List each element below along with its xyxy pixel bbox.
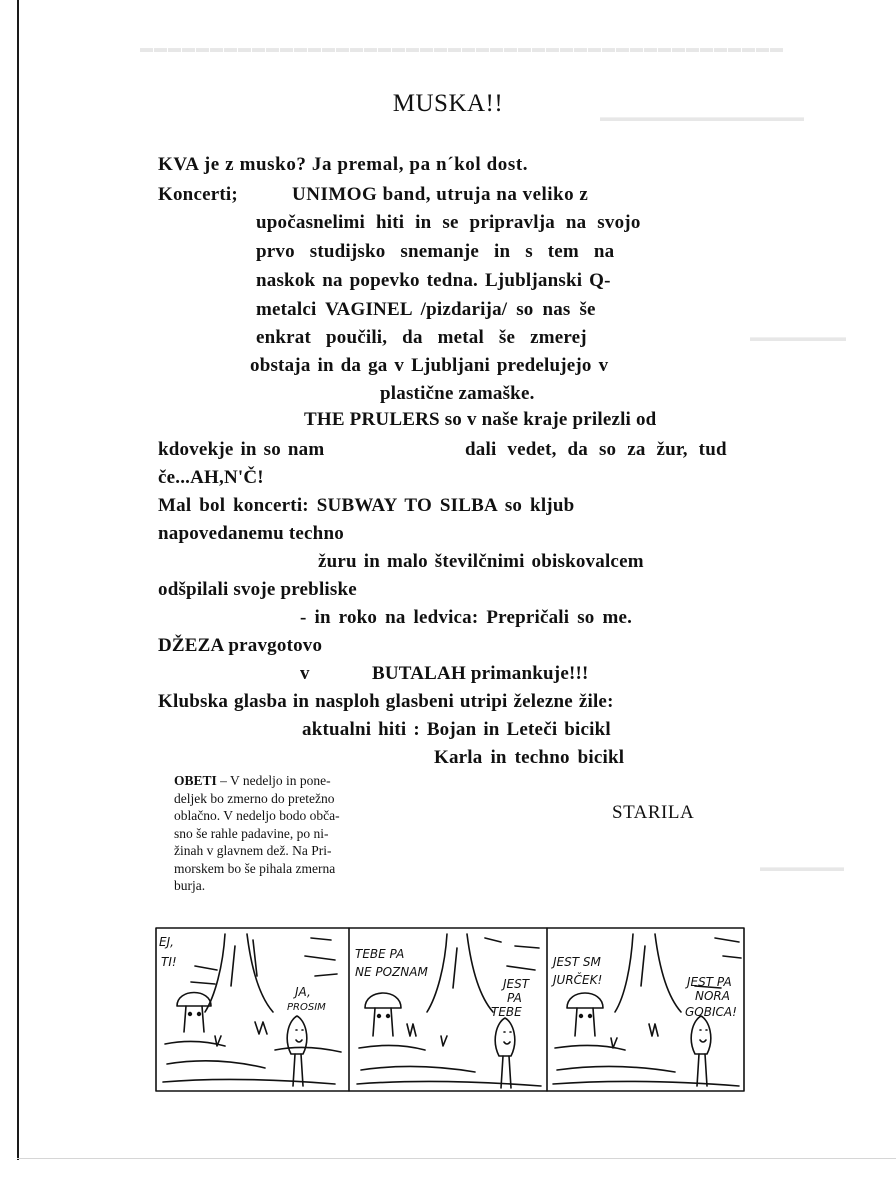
- article-line: napovedanemu techno: [158, 523, 344, 544]
- mushroom-cap: [177, 993, 211, 1007]
- article-line: KVA je z musko? Ja premal, pa n´kol dost.: [158, 154, 529, 175]
- show-through-text: ▬▬▬▬▬▬▬▬: [750, 330, 846, 344]
- article-line: odšpilali svoje prebliske: [158, 579, 357, 600]
- article-line: prvo studijsko snemanje in s tem na: [256, 241, 615, 262]
- article-line: Karla in techno bicikl: [434, 747, 625, 768]
- article-line: THE PRULERS so v naše kraje prilezli od: [304, 409, 657, 430]
- gobica-mushroom: [691, 1016, 711, 1054]
- article-line: Mal bol koncerti: SUBWAY TO SILBA so kljub: [158, 495, 575, 516]
- speech-text: JEST: [503, 977, 530, 991]
- speech-text: NE POZNAM: [355, 965, 428, 979]
- weather-line: – V nedeljo in pone-: [220, 773, 331, 788]
- article-line: BUTALAH primankuje!!!: [372, 663, 589, 684]
- weather-box: [174, 772, 396, 895]
- mushroom-stem: [575, 1008, 595, 1036]
- show-through-text: ▬▬▬▬▬▬▬▬▬▬▬▬▬▬▬▬▬: [600, 110, 804, 124]
- show-through-text: ▬▬▬▬▬▬▬: [760, 860, 844, 874]
- article-line: UNIMOG band, utruja na veliko z: [292, 184, 589, 205]
- mushroom-cap: [567, 993, 603, 1008]
- mushroom-stem: [184, 1006, 204, 1032]
- mushroom-cap: [365, 993, 401, 1008]
- scribble-lines: [191, 938, 337, 984]
- article-line: dali vedet, da so za žur, tud: [465, 439, 727, 460]
- grass: [611, 1024, 658, 1048]
- article-line: v: [300, 663, 310, 684]
- article-line: DŽEZA pravgotovo: [158, 635, 323, 656]
- speech-text: TEBE PA: [355, 947, 405, 961]
- article-line: naskok na popevko tedna. Ljubljanski Q-: [256, 270, 611, 291]
- weather-line: žinah v glavnem dež. Na Pri-: [174, 843, 332, 858]
- speech-text: TI!: [161, 955, 177, 969]
- comic-strip: [155, 926, 745, 1093]
- article-line: Koncerti;: [158, 184, 238, 205]
- speech-text: PA: [507, 991, 522, 1005]
- article-line: kdovekje in so nam: [158, 439, 325, 460]
- ground-lines: [163, 1041, 341, 1084]
- weather-line: burja.: [174, 878, 206, 893]
- page-edge-line: [17, 0, 19, 1160]
- show-through-text: ▬▬▬▬▬▬▬▬▬▬▬▬▬▬▬▬▬▬▬▬▬▬▬▬▬▬▬▬▬▬▬▬▬▬▬▬▬▬▬▬▬▬▬▬▬▬: [140, 40, 784, 55]
- speech-text: JURČEK!: [553, 973, 603, 987]
- weather-line: deljek bo zmerno do pretežno: [174, 790, 335, 806]
- article-signature: STARILA: [612, 802, 695, 823]
- ground-lines: [553, 1045, 739, 1086]
- mushroom-stem: [373, 1008, 393, 1036]
- article-line: upočasnelimi hiti in se pripravlja na svojo: [256, 212, 641, 233]
- weather-line: sno še rahle padavine, po ni-: [174, 825, 329, 841]
- grass: [407, 1024, 447, 1046]
- speech-text: NORA: [695, 989, 730, 1003]
- tree-trunk: [205, 934, 273, 1012]
- article-line: aktualni hiti : Bojan in Leteči bicikl: [302, 719, 611, 740]
- grass: [215, 1022, 267, 1046]
- article-line: žuru in malo številčnimi obiskovalcem: [318, 551, 644, 572]
- comic-frame: [156, 928, 744, 1091]
- speech-text: PROSIM: [287, 1002, 326, 1013]
- weather-line: morskem bo še pihala zmerna: [174, 860, 336, 876]
- article-title: MUSKA!!: [392, 90, 504, 117]
- article-line: Klubska glasba in nasploh glasbeni utripi železne žile:: [158, 691, 614, 712]
- article-line: obstaja in da ga v Ljubljani predelujejo v: [250, 355, 609, 376]
- tree-trunk: [615, 934, 681, 1012]
- scribble-lines: [485, 938, 539, 970]
- article-line: plastične zamaške.: [380, 383, 535, 404]
- speech-text: EJ,: [159, 935, 174, 949]
- speech-text: GOBICA!: [685, 1005, 737, 1019]
- article-line: enkrat poučili, da metal še zmerej: [256, 327, 587, 348]
- article-line: metalci VAGINEL /pizdarija/ so nas še: [256, 299, 596, 320]
- tree-trunk: [427, 934, 493, 1012]
- article-line: - in roko na ledvica: Prepričali so me.: [300, 607, 633, 628]
- article-line: če...AH,N'Č!: [158, 467, 264, 488]
- weather-label: OBETI: [174, 773, 217, 788]
- speech-text: TEBE: [491, 1005, 522, 1019]
- speech-text: JEST SM: [553, 955, 601, 969]
- speech-text: JEST PA: [687, 975, 732, 989]
- page-bottom-edge: [17, 1158, 896, 1159]
- weather-line: oblačno. V nedeljo bodo obča-: [174, 808, 340, 823]
- speech-text: JA,: [295, 985, 311, 999]
- gobica-mushroom: [495, 1018, 515, 1056]
